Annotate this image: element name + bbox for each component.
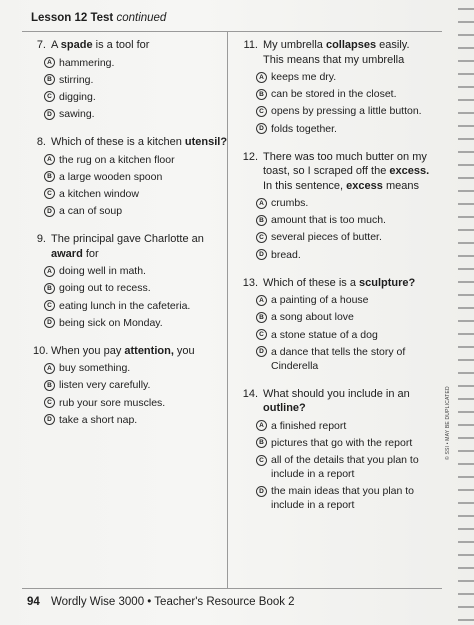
answer-option[interactable] [241,419,431,433]
question-text [263,150,431,194]
vocab-word: outline? [263,402,306,415]
answer-option-text: doing well in math. [59,265,146,278]
question-text [263,276,431,291]
book-title: Wordly Wise 3000 • Teacher's Resource Book 2 [51,596,295,608]
question-text-part: for [82,247,99,260]
header-continued: continued [116,12,167,24]
vocab-word: spade [60,39,93,51]
copyright-notice: © SSI • MAY BE DUPLICATED [445,386,451,460]
answer-option[interactable] [241,196,431,210]
question-text-part: Which of these is a kitchen [51,136,185,149]
vocab-word: excess. [389,165,430,178]
answer-option-text: a kitchen window [59,187,139,200]
answer-option-text: a stone statue of a dog [271,328,378,341]
answer-bubble-icon[interactable]: B [44,171,55,182]
answer-option[interactable] [33,361,233,375]
question-text-part: What should you include in an [263,387,410,400]
question [33,232,233,330]
question-number: 11. [243,39,258,51]
answer-option[interactable] [33,153,233,167]
answer-bubble-icon[interactable]: D [256,123,267,134]
answer-option-text: buy something. [59,362,131,375]
question-stem [241,276,431,291]
answer-bubble-icon[interactable]: D [256,486,267,497]
answer-option[interactable] [241,345,431,373]
answer-option[interactable] [241,213,431,227]
question-text [263,38,431,67]
question [241,150,431,262]
answer-bubble-icon[interactable]: C [256,455,267,466]
answer-options [33,361,233,427]
answer-option-text: crumbs. [271,197,309,210]
answer-option-text: a song about love [271,311,354,324]
answer-options [241,196,431,262]
bottom-rule [22,588,442,589]
question [241,387,431,513]
answer-options [33,153,233,219]
answer-bubble-icon[interactable]: A [256,198,267,209]
answer-option[interactable] [33,187,233,201]
answer-option[interactable] [33,316,233,330]
answer-option-text: rub your sore muscles. [59,396,166,409]
answer-bubble-icon[interactable]: B [256,437,267,448]
question-text-part: means [382,179,419,192]
answer-option-text: amount that is too much. [271,214,386,227]
answer-options [33,264,233,330]
answer-option-text: a large wooden spoon [59,170,163,183]
answer-bubble-icon[interactable]: D [44,317,55,328]
question-text-part: A [51,39,61,51]
answer-bubble-icon[interactable]: A [44,57,55,68]
answer-bubble-icon[interactable]: D [256,249,267,260]
answer-bubble-icon[interactable]: C [256,329,267,340]
answer-bubble-icon[interactable]: A [256,295,267,306]
question-text [51,232,233,261]
answer-option[interactable] [33,281,233,295]
vocab-word: attention, [124,344,174,357]
question-stem [33,38,233,53]
answer-bubble-icon[interactable]: B [256,89,267,100]
answer-bubble-icon[interactable]: A [44,154,55,165]
answer-option[interactable] [241,310,431,324]
answer-option-text: the rug on a kitchen floor [59,153,175,166]
answer-option-text: folds together. [271,122,337,135]
top-rule [22,31,442,32]
answer-bubble-icon[interactable]: B [44,380,55,391]
answer-option-text: keeps me dry. [271,71,337,83]
answer-option-text: a painting of a house [271,294,369,307]
answer-option-text: a dance that tells the story of Cinderella [271,345,406,372]
answer-option[interactable] [33,264,233,278]
page-number: 94 [27,596,40,608]
answer-option-text: a finished report [271,419,347,432]
answer-option-text: sawing. [59,108,95,121]
answer-bubble-icon[interactable]: C [256,106,267,117]
answer-option-text: several pieces of butter. [271,231,382,244]
answer-option[interactable] [241,70,431,84]
answer-options [241,70,431,136]
answer-option-text: eating lunch in the cafeteria. [59,299,191,312]
answer-option-text: digging. [59,90,96,103]
answer-bubble-icon[interactable]: D [44,109,55,120]
question-text-part: There was too much butter on my toast, so I scraped off the [263,150,427,178]
question-text-part: My umbrella [263,39,326,51]
question-number: 13. [242,276,258,289]
question-text [51,135,233,150]
answer-options [241,419,431,513]
answer-option-text: being sick on Monday. [59,316,163,329]
question-number: 7. [36,39,46,51]
question-text-part: Which of these is a [263,276,359,289]
answer-option[interactable] [241,122,431,136]
question-number: 14. [242,387,258,400]
answer-option[interactable] [33,56,233,70]
question-number: 9. [36,233,46,246]
left-column [33,38,233,441]
answer-option-text: stirring. [59,73,94,86]
question-stem [241,38,431,67]
answer-bubble-icon[interactable]: D [256,346,267,357]
question-stem [33,344,233,359]
question [241,38,431,136]
answer-option[interactable] [33,396,233,410]
answer-option[interactable] [33,204,233,218]
answer-bubble-icon[interactable]: D [44,414,55,425]
answer-bubble-icon[interactable]: D [44,206,55,217]
answer-option-text: all of the details that you plan to include in a report [271,454,419,481]
question-stem [241,387,431,416]
answer-bubble-icon[interactable]: C [256,232,267,243]
answer-option[interactable] [241,453,431,481]
vocab-word: utensil? [184,136,228,149]
answer-option-text: listen very carefully. [59,379,151,392]
page-footer [27,596,295,608]
answer-options [33,56,233,122]
question-text-part: The principal gave Charlotte an [51,233,204,246]
answer-option[interactable] [241,230,431,244]
question [241,276,431,373]
answer-option-text: a can of soup [59,205,123,218]
vocab-word: sculpture? [359,276,416,289]
vocab-word: excess [346,179,383,192]
question [33,344,233,427]
answer-option-text: the main ideas that you plan to include in a report [271,485,415,512]
answer-option[interactable] [241,293,431,307]
answer-option-text: hammering. [59,56,115,69]
question-text-part: When you pay [51,344,125,357]
question-text-part: you [173,344,195,357]
question-text-part: easily. This means that my umbrella [263,39,410,66]
answer-option[interactable] [33,413,233,427]
answer-bubble-icon[interactable]: A [44,266,55,277]
question-number: 10. [33,344,49,357]
question-number: 12. [242,150,258,163]
answer-option-text: pictures that go with the report [271,436,413,449]
answer-option[interactable] [33,90,233,104]
question [33,38,233,121]
question-number: 8. [36,136,46,149]
answer-option[interactable] [33,378,233,392]
question-text [263,387,431,416]
answer-bubble-icon[interactable]: C [44,397,55,408]
vocab-word: award [51,247,83,260]
answer-bubble-icon[interactable]: C [44,300,55,311]
answer-option[interactable] [33,170,233,184]
question-text-part: In this sentence, [263,179,347,192]
answer-option[interactable] [241,87,431,101]
answer-bubble-icon[interactable]: A [256,72,267,83]
answer-option[interactable] [241,104,431,118]
answer-option[interactable] [241,328,431,342]
answer-option-text: take a short nap. [59,413,138,426]
answer-bubble-icon[interactable]: A [256,420,267,431]
answer-option[interactable] [33,299,233,313]
answer-options [241,293,431,373]
answer-option[interactable] [33,73,233,87]
question-stem [241,150,431,194]
answer-option-text: going out to recess. [59,282,151,295]
answer-bubble-icon[interactable]: C [44,188,55,199]
vocab-word: collapses [325,39,377,51]
question-stem [33,135,233,150]
answer-option-text: bread. [271,248,301,261]
answer-option[interactable] [33,107,233,121]
answer-bubble-icon[interactable]: B [44,283,55,294]
question [33,135,233,218]
question-text [51,344,233,359]
answer-bubble-icon[interactable]: B [256,215,267,226]
answer-option-text: opens by pressing a little button. [271,105,422,118]
answer-option[interactable] [241,436,431,450]
spiral-binding [458,0,474,625]
answer-option[interactable] [241,484,431,512]
question-text-part: is a tool for [92,39,150,51]
page-header [31,12,166,24]
answer-option-text: can be stored in the closet. [271,88,397,101]
header-title: Lesson 12 Test [31,12,114,24]
answer-bubble-icon[interactable]: C [44,91,55,102]
answer-bubble-icon[interactable]: A [44,363,55,374]
question-text [51,38,233,53]
question-stem [33,232,233,261]
answer-option[interactable] [241,248,431,262]
answer-bubble-icon[interactable]: B [256,312,267,323]
answer-bubble-icon[interactable]: B [44,74,55,85]
right-column [241,38,431,526]
